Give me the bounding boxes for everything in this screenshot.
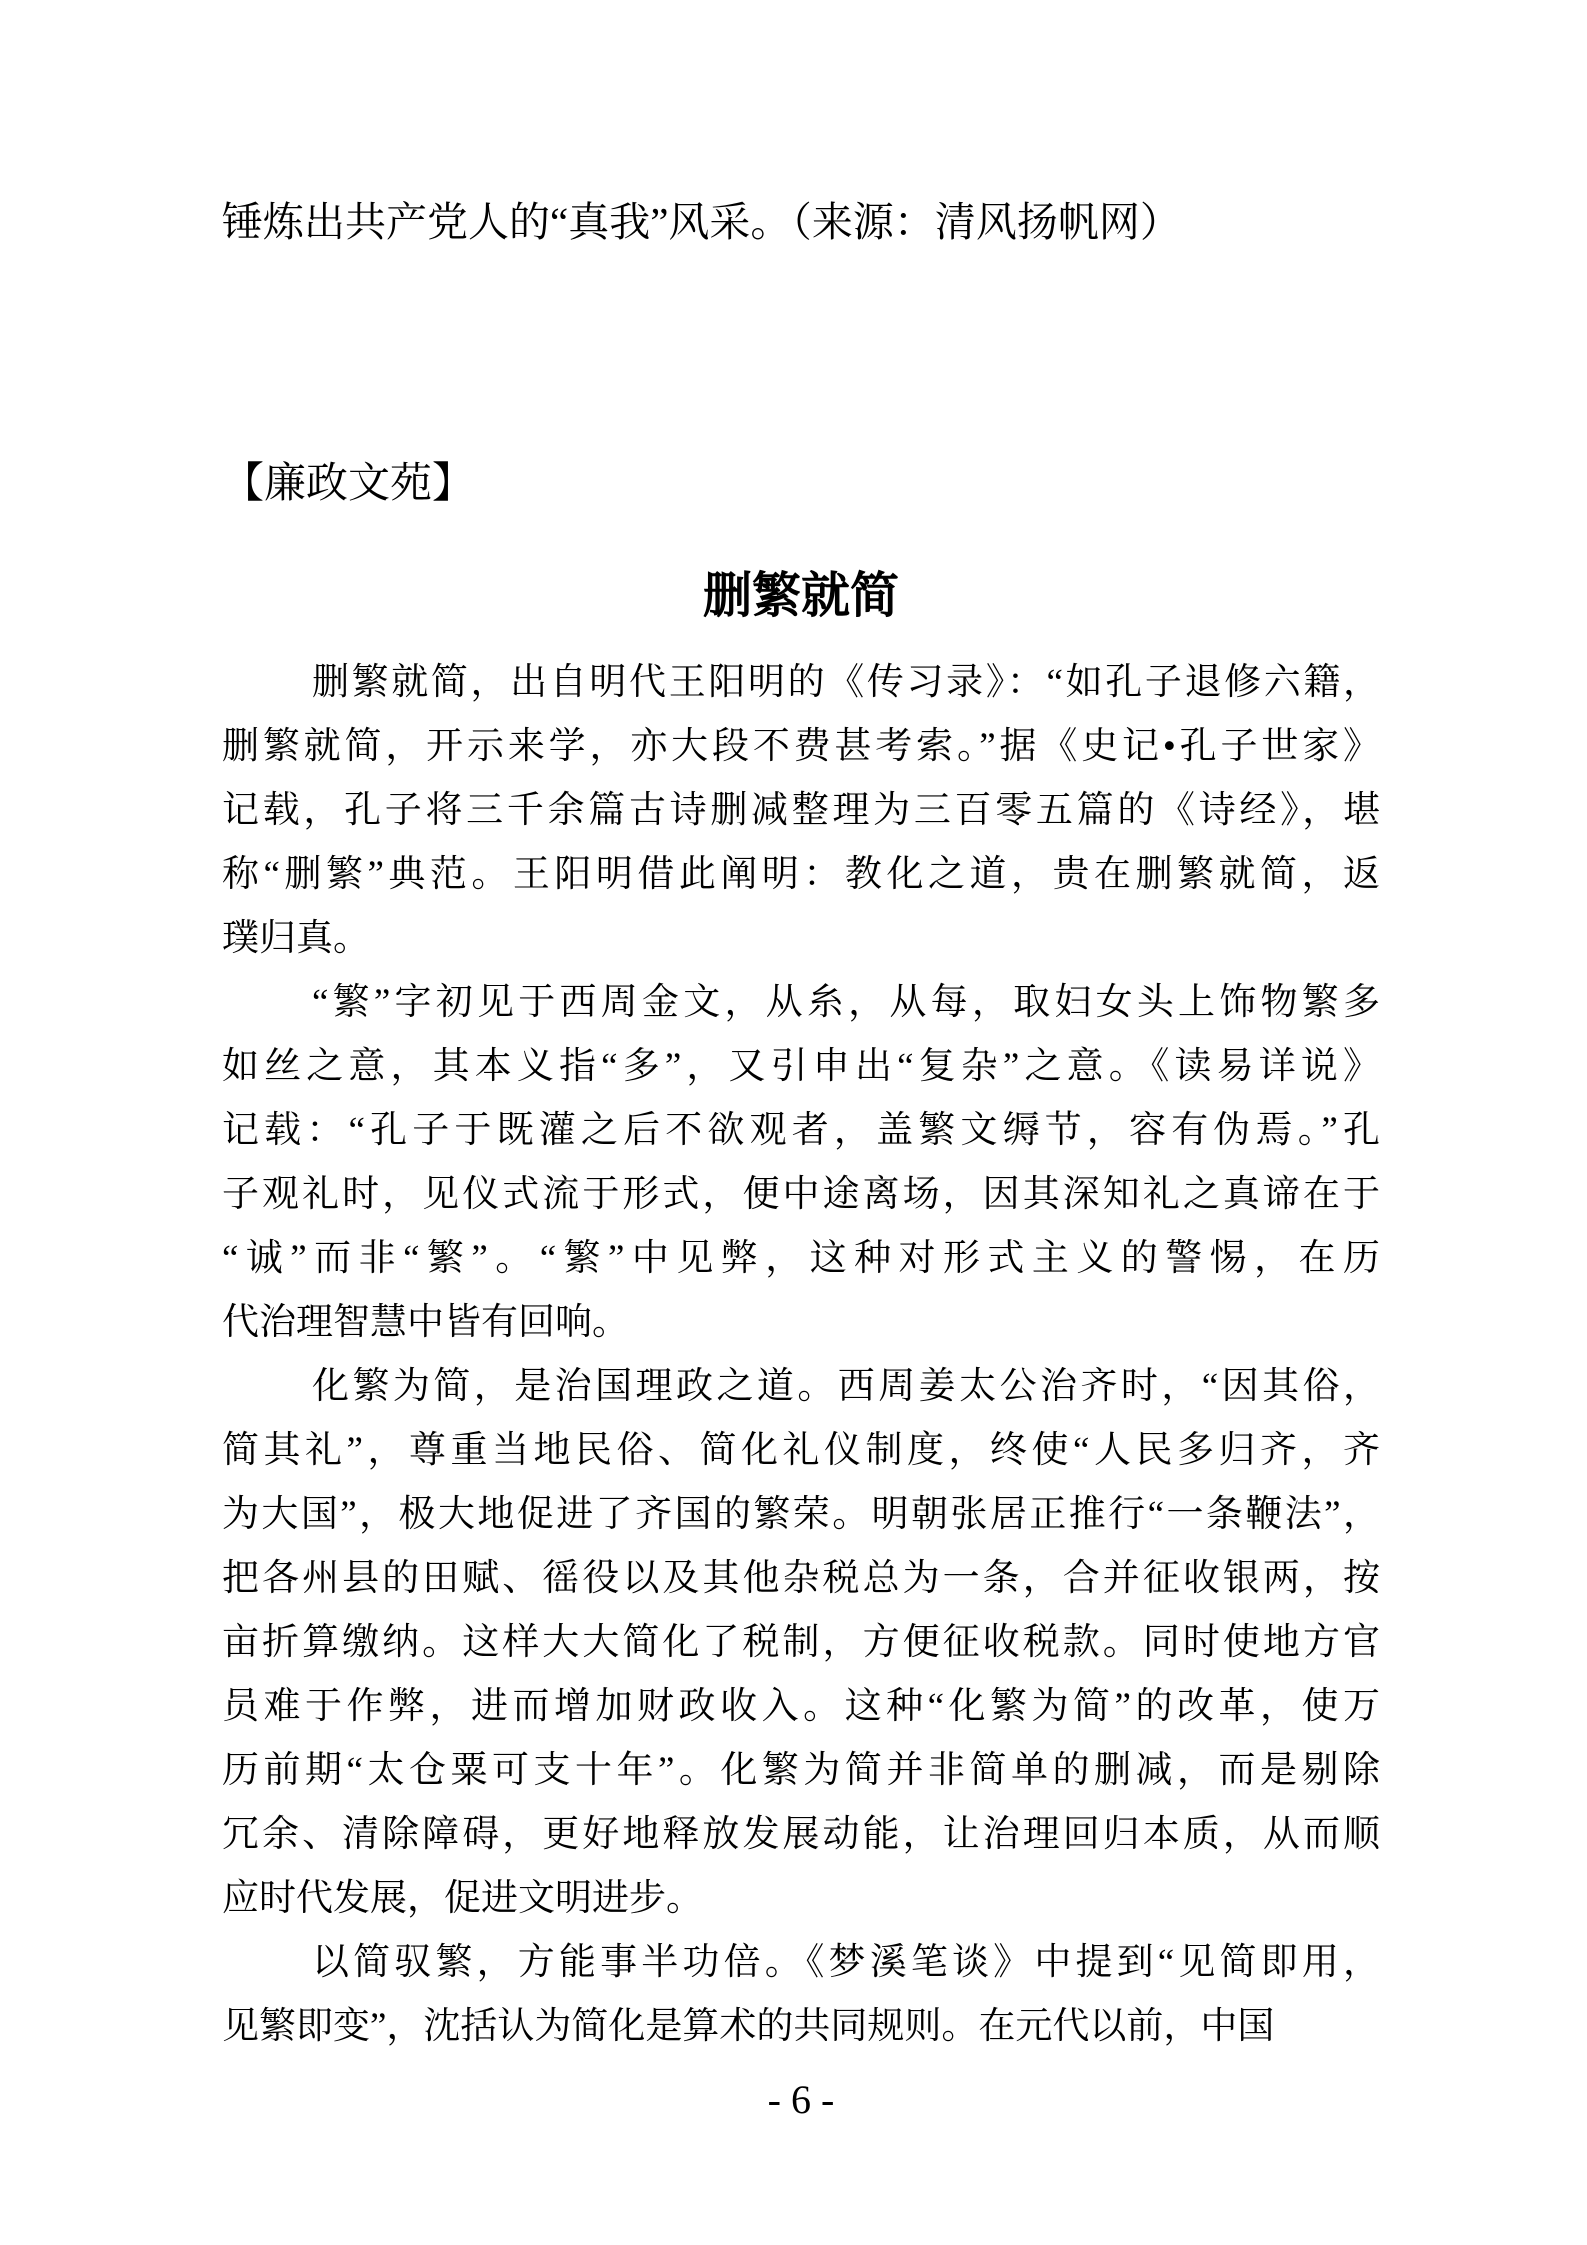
text-line: 为大国”，极大地促进了齐国的繁荣。明朝张居正推行“一条鞭法”，: [222, 1494, 1380, 1535]
text-line: 亩折算缴纳。这样大大简化了税制，方便征收税款。同时使地方官: [222, 1622, 1380, 1663]
text-line: 如丝之意，其本义指“多”，又引申出“复杂”之意。《读易详说》: [222, 1046, 1380, 1087]
paragraph: [222, 1355, 1380, 1931]
text-line: 简其礼”，尊重当地民俗、简化礼仪制度，终使“人民多归齐，齐: [222, 1430, 1380, 1471]
text-line: 员难于作弊，进而增加财政收入。这种“化繁为简”的改革，使万: [222, 1686, 1380, 1727]
continuation-paragraph: 锤炼出共产党人的“真我”风采。（来源：清风扬帆网）: [222, 199, 1181, 245]
text-line: 以简驭繁，方能事半功倍。《梦溪笔谈》中提到“见简即用，: [312, 1942, 1380, 1983]
text-line: “繁”字初见于西周金文，从糸，从每，取妇女头上饰物繁多: [312, 982, 1380, 1023]
text-line: 记载：“孔子于既灌之后不欲观者，盖繁文缛节，容有伪焉。”孔: [222, 1110, 1380, 1151]
text-line: 把各州县的田赋、徭役以及其他杂税总为一条，合并征收银两，按: [222, 1558, 1380, 1599]
text-line: 璞归真。: [222, 918, 370, 959]
text-line: 化繁为简，是治国理政之道。西周姜太公治齐时，“因其俗，: [312, 1366, 1380, 1407]
text-line: 冗余、清除障碍，更好地释放发展动能，让治理回归本质，从而顺: [222, 1814, 1380, 1855]
page-number: - 6 -: [767, 2077, 835, 2122]
article-title: 删繁就简: [702, 568, 899, 623]
paragraph: [222, 1931, 1380, 2059]
section-header: 【廉政文苑】: [222, 461, 475, 507]
text-line: 代治理智慧中皆有回响。: [222, 1302, 629, 1343]
article-body: [222, 651, 1380, 2059]
paragraph: [222, 971, 1380, 1355]
text-line: 应时代发展，促进文明进步。: [222, 1878, 703, 1919]
text-line: 删繁就简，开示来学，亦大段不费甚考索。”据《史记•孔子世家》: [222, 726, 1380, 767]
text-line: 历前期“太仓粟可支十年”。化繁为简并非简单的删减，而是剔除: [222, 1750, 1380, 1791]
text-line: 记载，孔子将三千余篇古诗删减整理为三百零五篇的《诗经》，堪: [222, 790, 1380, 831]
paragraph: [222, 651, 1380, 971]
text-line: 删繁就简，出自明代王阳明的《传习录》：“如孔子退修六籍，: [312, 662, 1380, 703]
text-line: 子观礼时，见仪式流于形式，便中途离场，因其深知礼之真谛在于: [222, 1174, 1380, 1215]
text-line: 称“删繁”典范。王阳明借此阐明：教化之道，贵在删繁就简，返: [222, 854, 1380, 895]
text-line: “诚”而非“繁”。“繁”中见弊，这种对形式主义的警惕，在历: [222, 1238, 1380, 1279]
text-line: 见繁即变”，沈括认为简化是算术的共同规则。在元代以前，中国: [222, 2006, 1275, 2047]
